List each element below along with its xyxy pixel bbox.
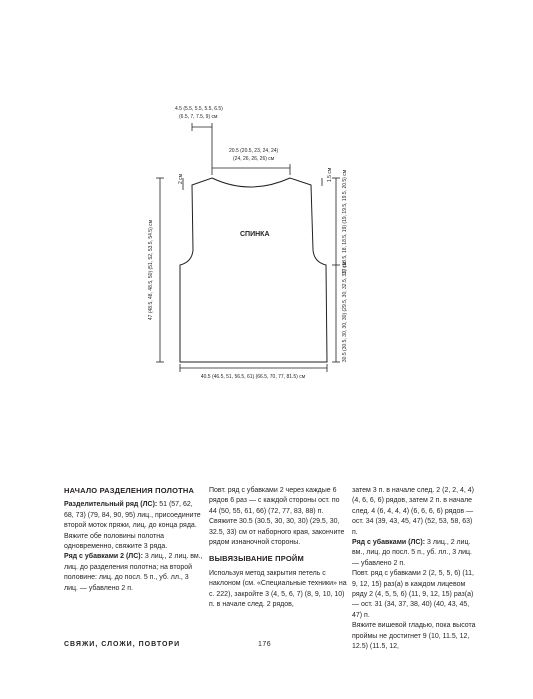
- neck-width-label-1: 20.5 (20.5, 23, 24, 24): [229, 148, 279, 154]
- bottom-width-label: 40.5 (46.5, 51, 56.5, 61) (66.5, 70, 77, 81.5) см: [200, 374, 306, 380]
- paragraph: Вяжите обе половины полотна одновременно, свяжите 3 ряда.: [64, 532, 168, 551]
- page-number: 176: [258, 641, 272, 648]
- row-instructions: 3 лиц., 2 лиц. вм., лиц. до разделения полотна; на второй половине: лиц. до посл. 5 п., уб. лл., 3 лиц. — убавлено 2 п.: [64, 553, 203, 592]
- paragraph: [64, 552, 204, 594]
- back-piece-outline: [180, 178, 327, 362]
- shoulder-drop-label: 1.5 см: [327, 167, 333, 182]
- row-name: Ряд с убавками (ЛС):: [352, 539, 426, 547]
- row-instructions: 3 лиц., 2 лиц. вм., лиц. до посл. 5 п., уб. лл., 3 лиц. — убавлено 2 п.: [352, 539, 472, 567]
- section-heading-division: НАЧАЛО РАЗДЕЛЕНИЯ ПОЛОТНА: [64, 486, 195, 495]
- paragraph: [64, 500, 204, 531]
- paragraph: Используя метод закрытия петель с наклоном (см. «Специальные техники» на с. 222), закройте 3 (4, 5, 6, 7) (8, 9, 10, 10) п. в начале след. 2 рядов,: [209, 569, 347, 609]
- section-heading-armholes: ВЫВЯЗЫВАНИЕ ПРОЙМ: [209, 554, 304, 564]
- neck-depth-label: 2 см: [178, 173, 184, 184]
- piece-label: СПИНКА: [240, 231, 270, 238]
- shoulder-width-label-2: (6.5, 7, 7.5, 9) см: [179, 114, 218, 120]
- text-column-2: [209, 486, 349, 610]
- book-title: СВЯЖИ, СЛОЖИ, ПОВТОРИ: [64, 641, 181, 648]
- paragraph: Свяжите 30.5 (30.5, 30, 30, 30) (29.5, 30, 32.5, 33) см от наборного края, закончите рядом изнаночной стороны.: [209, 518, 345, 547]
- paragraph: Вяжите вишевой гладью, пока высота проймы не достигнет 9 (10, 11.5, 12, 12.5) (11.5, 12,: [352, 622, 476, 651]
- shoulder-width-label-1: 4.5 (5.5, 5.5, 5.5, 6.5): [175, 106, 223, 112]
- paragraph: Повт. ряд с убавками 2 через каждые 6 рядов 6 раз — с каждой стороны ост. по 44 (50, 55, 61, 66) (72, 77, 83, 88) п.: [209, 487, 340, 515]
- row-name: Ряд с убавками 2 (ЛС):: [64, 553, 143, 561]
- neck-width-label-2: (24, 26, 26, 26) см: [233, 156, 275, 162]
- row-instructions: 51 (57, 62, 68, 73) (79, 84, 90, 95) лиц., присоедините второй моток пряжи, лиц. до конца ряда.: [64, 501, 201, 530]
- row-name: Разделительный ряд (ЛС):: [64, 501, 158, 509]
- paragraph: Повт. ряд с убавками 2 (2, 5, 5, 6) (11, 9, 12, 15) раз(а) в каждом лицевом ряду 2 (4, 5, 5, 6) (11, 9, 12, 15) раз(а) — ост. 31 (34, 37, 38, 40) (40, 43, 45, 47) п.: [352, 570, 474, 619]
- text-column-1: [64, 486, 204, 594]
- armhole-depth-label: 17 (18.5, 18, 18.5, 19) (19, 19.5, 19.5, 20.5) см: [342, 169, 348, 275]
- paragraph: [352, 538, 480, 569]
- side-length-label: 30.5 (30.5, 30, 30, 30) (29.5, 30, 32.5, 33) см: [342, 261, 348, 363]
- paragraph: затем 3 п. в начале след. 2 (2, 2, 4, 4) (4, 6, 6, 6) рядов, затем 2 п. в начале след. 4 (6, 4, 4, 4) (6, 6, 6, 6) рядов — ост. 34 (39, 43, 45, 47) (52, 53, 58, 63) п.: [352, 487, 475, 536]
- text-column-3: [352, 486, 480, 653]
- total-length-label: 47 (48.5, 48, 48.5, 50) (51, 52, 53.5, 54.5) см: [148, 219, 154, 321]
